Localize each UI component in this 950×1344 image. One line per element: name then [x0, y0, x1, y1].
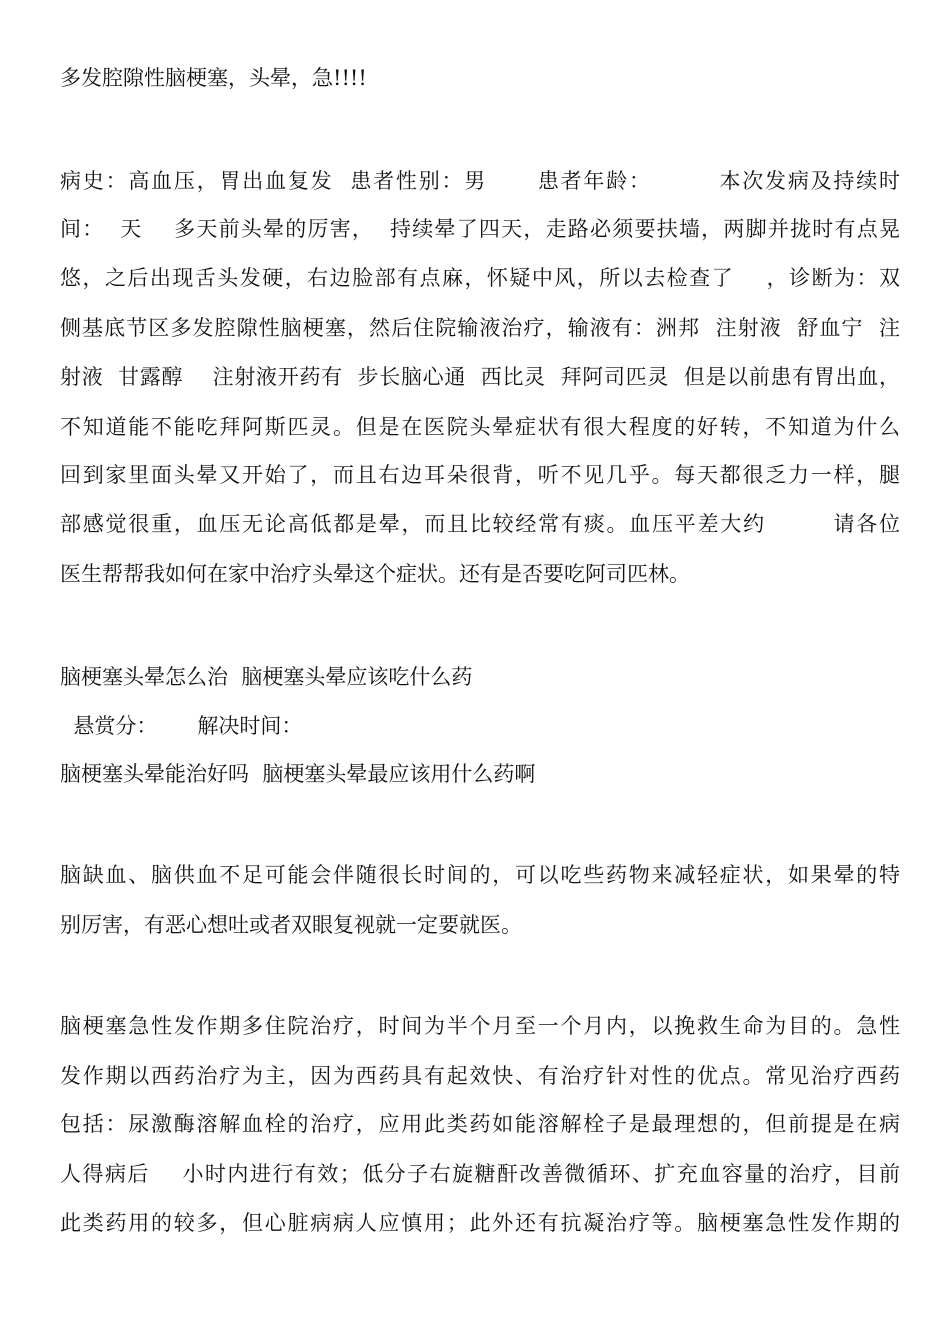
paragraph-line: 部感觉很重，血压无论高低都是晕，而且比较经常有痰。血压平差大约 请各位 — [60, 512, 900, 536]
paragraph-line: 此类药用的较多，但心脏病病人应慎用；此外还有抗凝治疗等。脑梗塞急性发作期的 — [60, 1211, 900, 1235]
question-subtitle: 脑梗塞头晕能治好吗 脑梗塞头晕最应该用什么药啊 — [60, 762, 536, 786]
paragraph-line: 射液 甘露醇 注射液开药有 步长脑心通 西比灵 拜阿司匹灵 但是以前患有胃出血， — [60, 365, 900, 389]
paragraph-line: 侧基底节区多发腔隙性脑梗塞，然后住院输液治疗，输液有：洲邦 注射液 舒血宁 注 — [60, 316, 900, 340]
reward-and-time-meta: 悬赏分： 解决时间： — [60, 714, 303, 738]
paragraph-line: 回到家里面头晕又开始了，而且右边耳朵很背，听不见几乎。每天都很乏力一样，腿 — [60, 463, 900, 487]
paragraph-line: 悠，之后出现舌头发硬，右边脸部有点麻，怀疑中风，所以去检查了 ，诊断为：双 — [60, 266, 900, 290]
paragraph-line: 医生帮帮我如何在家中治疗头晕这个症状。还有是否要吃阿司匹林。 — [60, 562, 690, 586]
paragraph-line: 病史：高血压，胃出血复发 患者性别：男 患者年龄： 本次发病及持续时 — [60, 169, 900, 193]
paragraph-line: 发作期以西药治疗为主，因为西药具有起效快、有治疗针对性的优点。常见治疗西药 — [60, 1064, 900, 1088]
paragraph-line: 脑缺血、脑供血不足可能会伴随很长时间的，可以吃些药物来减轻症状，如果晕的特 — [60, 863, 900, 887]
paragraph-line: 别厉害，有恶心想吐或者双眼复视就一定要就医。 — [60, 913, 522, 937]
paragraph-line: 脑梗塞急性发作期多住院治疗，时间为半个月至一个月内，以挽救生命为目的。急性 — [60, 1014, 900, 1038]
paragraph-line: 间： 天 多天前头晕的厉害， 持续晕了四天，走路必须要扶墙，两脚并拢时有点晃 — [60, 217, 900, 241]
document-title: 多发腔隙性脑梗塞，头晕，急!!!! — [60, 66, 367, 90]
question-title: 脑梗塞头晕怎么治 脑梗塞头晕应该吃什么药 — [60, 665, 473, 689]
paragraph-line: 不知道能不能吃拜阿斯匹灵。但是在医院头晕症状有很大程度的好转，不知道为什么 — [60, 415, 900, 439]
paragraph-line: 人得病后 小时内进行有效；低分子右旋糖酐改善微循环、扩充血容量的治疗，目前 — [60, 1162, 900, 1186]
paragraph-line: 包括：尿激酶溶解血栓的治疗，应用此类药如能溶解栓子是最理想的，但前提是在病 — [60, 1112, 900, 1136]
